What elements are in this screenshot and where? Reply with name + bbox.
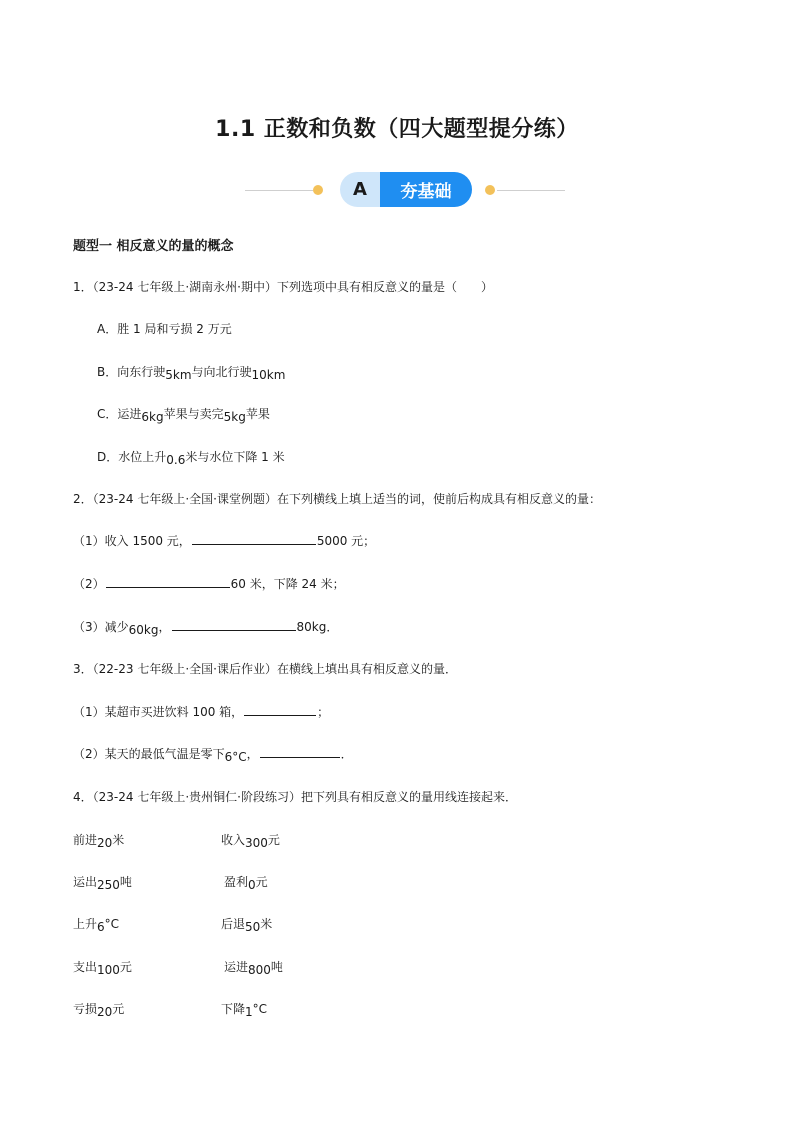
q3-sub1 [73, 703, 329, 720]
q4-left-pre: 前进 [73, 833, 98, 847]
q4-stem: 4．（23-24 七年级上·贵州铜仁·阶段练习）把下列具有相反意义的量用线连接起来． [73, 790, 517, 804]
q3-s1-blank[interactable] [244, 703, 316, 716]
q3-s1-post: ； [317, 705, 330, 719]
q4-left-item[interactable] [73, 873, 132, 890]
q1-c-val1: 6kg [141, 410, 164, 424]
q4-left-item[interactable] [73, 915, 119, 932]
q2-s1-blank[interactable] [192, 532, 316, 545]
q4-left-post: 米 [112, 833, 125, 847]
q4-left-val: 20 [97, 1005, 113, 1019]
banner-pill [340, 172, 472, 207]
q3-s1-pre: （1）某超市买进饮料 100 箱， [73, 705, 244, 719]
banner-letter: A [340, 172, 380, 207]
q4-left-pre: 运出 [73, 875, 98, 889]
q1-c-val2: 5kg [223, 410, 246, 424]
banner-left-dot [313, 185, 323, 195]
q1-option-b [97, 363, 285, 380]
q2-s3-blank[interactable] [172, 618, 296, 631]
q4-right-post: 吨 [270, 960, 283, 974]
q3-stem: 3．（22-23 七年级上·全国·课后作业）在横线上填出具有相反意义的量． [73, 662, 457, 676]
q1-d-pre: D．水位上升 [97, 450, 167, 464]
q4-right-pre: 盈利 [224, 875, 249, 889]
banner-right-line [497, 190, 565, 191]
q1-c-pre: C．运进 [97, 407, 142, 421]
q1-d-post: 米与水位下降 1 米 [185, 450, 285, 464]
banner-right-dot [485, 185, 495, 195]
q4-left-item[interactable] [73, 958, 132, 975]
q2-s3-pre: （3）减少 [73, 620, 129, 634]
q1-c-mid: 苹果与卖完 [163, 407, 224, 421]
q4-left-pre: 支出 [73, 960, 98, 974]
q4-left-item[interactable] [73, 1000, 124, 1017]
q2-sub3 [73, 618, 338, 635]
q4-right-pre: 运进 [224, 960, 249, 974]
q4-right-item[interactable] [221, 915, 272, 932]
q4-right-val: 0 [248, 878, 256, 892]
q4-right-item[interactable] [224, 958, 283, 975]
q4-right-val: 300 [245, 836, 268, 850]
q4-left-val: 6 [97, 920, 105, 934]
q4-left-post: 元 [119, 960, 132, 974]
q3-s2-mid: ， [246, 747, 259, 761]
q2-sub2 [73, 575, 345, 592]
q1-b-mid: 与向北行驶 [191, 365, 252, 379]
q4-right-val: 1 [245, 1005, 253, 1019]
q4-right-val: 50 [245, 920, 261, 934]
q1-stem: 1．（23-24 七年级上·湖南永州·期中）下列选项中具有相反意义的量是（ ） [73, 280, 493, 294]
q3-s2-blank[interactable] [260, 745, 340, 758]
q4-right-pre: 下降 [221, 1002, 246, 1016]
q4-left-item[interactable] [73, 831, 124, 848]
q3-s2-val: 6°C [224, 750, 247, 764]
q2-s2-pre: （2） [73, 577, 105, 591]
q2-stem: 2．（23-24 七年级上·全国·课堂例题）在下列横线上填上适当的词，使前后构成具有相反意义的量： [73, 492, 601, 506]
q4-right-post: 米 [260, 917, 273, 931]
q3-sub2 [73, 745, 353, 762]
q2-sub1 [73, 532, 375, 549]
q4-right-post: °C [252, 1002, 268, 1016]
q1-option-a: A．胜 1 局和亏损 2 万元 [97, 322, 232, 336]
q4-right-post: 元 [267, 833, 280, 847]
q2-s3-post: 80kg． [296, 620, 339, 634]
q2-s1-post: 5000 元； [316, 534, 376, 548]
q4-right-item[interactable] [221, 831, 280, 848]
q2-s2-post: 60 米，下降 24 米； [230, 577, 345, 591]
q1-c-post: 苹果 [245, 407, 270, 421]
q4-left-post: 元 [112, 1002, 125, 1016]
q4-right-val: 800 [248, 963, 271, 977]
section-banner [245, 170, 565, 210]
q4-left-pre: 亏损 [73, 1002, 98, 1016]
q3-s2-post: ． [340, 747, 353, 761]
q2-s3-mid: ， [158, 620, 171, 634]
q4-left-val: 250 [97, 878, 120, 892]
q4-right-post: 元 [255, 875, 268, 889]
q2-s2-blank[interactable] [106, 575, 230, 588]
q4-right-pre: 收入 [221, 833, 246, 847]
q1-b-val1: 5km [165, 368, 192, 382]
q1-option-c [97, 405, 270, 422]
q1-option-d [97, 448, 285, 465]
q1-d-val1: 0.6 [166, 453, 186, 467]
page-title: 1.1 正数和负数（四大题型提分练） [215, 117, 579, 142]
q4-right-pre: 后退 [221, 917, 246, 931]
q3-s2-pre: （2）某天的最低气温是零下 [73, 747, 225, 761]
q2-s3-val: 60kg [128, 623, 159, 637]
q1-b-pre: B．向东行驶 [97, 365, 166, 379]
q4-left-post: °C [104, 917, 120, 931]
q2-s1-pre: （1）收入 1500 元， [73, 534, 191, 548]
banner-left-line [245, 190, 313, 191]
q4-left-post: 吨 [119, 875, 132, 889]
q4-left-val: 20 [97, 836, 113, 850]
q4-left-val: 100 [97, 963, 120, 977]
q1-b-val2: 10km [251, 368, 286, 382]
q4-right-item[interactable] [221, 1000, 267, 1017]
banner-label: 夯基础 [380, 172, 472, 207]
q4-left-pre: 上升 [73, 917, 98, 931]
q4-right-item[interactable] [224, 873, 268, 890]
section-heading: 题型一 相反意义的量的概念 [73, 239, 234, 254]
